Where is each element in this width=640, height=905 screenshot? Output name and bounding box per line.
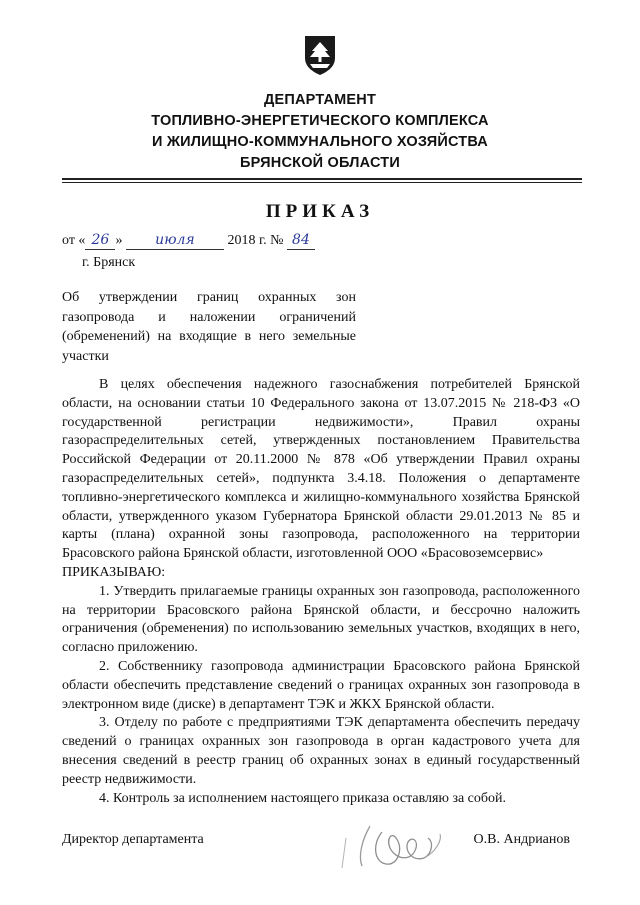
document-title: ПРИКАЗ [265, 201, 375, 222]
header-line-1: ДЕПАРТАМЕНТ [263, 92, 377, 108]
coat-of-arms-emblem [303, 34, 337, 76]
signatory-position: Директор департамента [62, 832, 204, 847]
signatory-name: О.В. Андрианов [473, 832, 570, 847]
handwritten-signature [312, 818, 482, 876]
header-line-3: И ЖИЛИЩНО-КОММУНАЛЬНОГО ХОЗЯЙСТВА [152, 134, 488, 150]
order-item-2: 2. Собственнику газопровода администрации Брасовского района Брянской области обеспечить представление сведений о границах охранных зон газопровода в электронном виде (диске) в департамент ТЭК и ЖКХ Брянской области. [62, 658, 580, 712]
department-header [0, 90, 640, 174]
order-number: 84 [287, 232, 315, 250]
header-divider-thick [62, 178, 582, 180]
order-body [62, 376, 580, 808]
number-label: № [270, 233, 284, 248]
date-month: июля [126, 232, 224, 250]
header-divider-thin [62, 182, 582, 183]
city: г. Брянск [82, 255, 136, 270]
header-line-4: БРЯНСКОЙ ОБЛАСТИ [240, 155, 400, 171]
date-day: 26 [85, 232, 115, 250]
order-subject: Об утверждении границ охранных зон газопровода и наложении ограничений (обременений) на входящие в него земельные участки [62, 290, 356, 364]
date-mid: » [115, 233, 123, 248]
header-line-2: ТОПЛИВНО-ЭНЕРГЕТИЧЕСКОГО КОМПЛЕКСА [151, 113, 489, 129]
preamble-paragraph: В целях обеспечения надежного газоснабжения потребителей Брянской области, на основании статьи 10 Федерального закона от 13.07.2015 № 218-ФЗ «О государственной регистрации недвижимости», Правил охраны газораспределительных сетей, утвержденных постановлением Правительства Российской Федерации от 20.11.2000 № 878 «Об утверждении Правил охраны газораспределительных сетей», подпункта 3.4.18. Положения о департаменте топливно-энергетического комплекса и жилищно-коммунального хозяйства Брянской области, утвержденного указом Губернатора Брянской области 29.01.2013 № 85 и карты (плана) охранной зоны газопровода, расположенного на территории Брасовского района Брянской области, изготовленной ООО «Брасовоземсервис» [62, 377, 580, 562]
order-word: ПРИКАЗЫВАЮ: [62, 564, 166, 580]
date-prefix: от « [62, 233, 86, 248]
order-item-1: 1. Утвердить прилагаемые границы охранных зон газопровода, расположенного на территории Брасовского района Брянской области, и бессрочно наложить ограничения (обременения) по использованию земельных участков, входящих в него, согласно приложению. [62, 583, 580, 656]
order-item-3: 3. Отделу по работе с предприятиями ТЭК департамента обеспечить передачу сведений о границах охранных зон газопровода в орган кадастрового учета для внесения сведений в реестр границ об охранных зонах в единый государственный реестр недвижимости. [62, 715, 580, 787]
date-year: 2018 г. [227, 233, 267, 248]
order-item-4: 4. Контроль за исполнением настоящего приказа оставляю за собой. [99, 790, 507, 806]
date-number-line [62, 232, 315, 250]
